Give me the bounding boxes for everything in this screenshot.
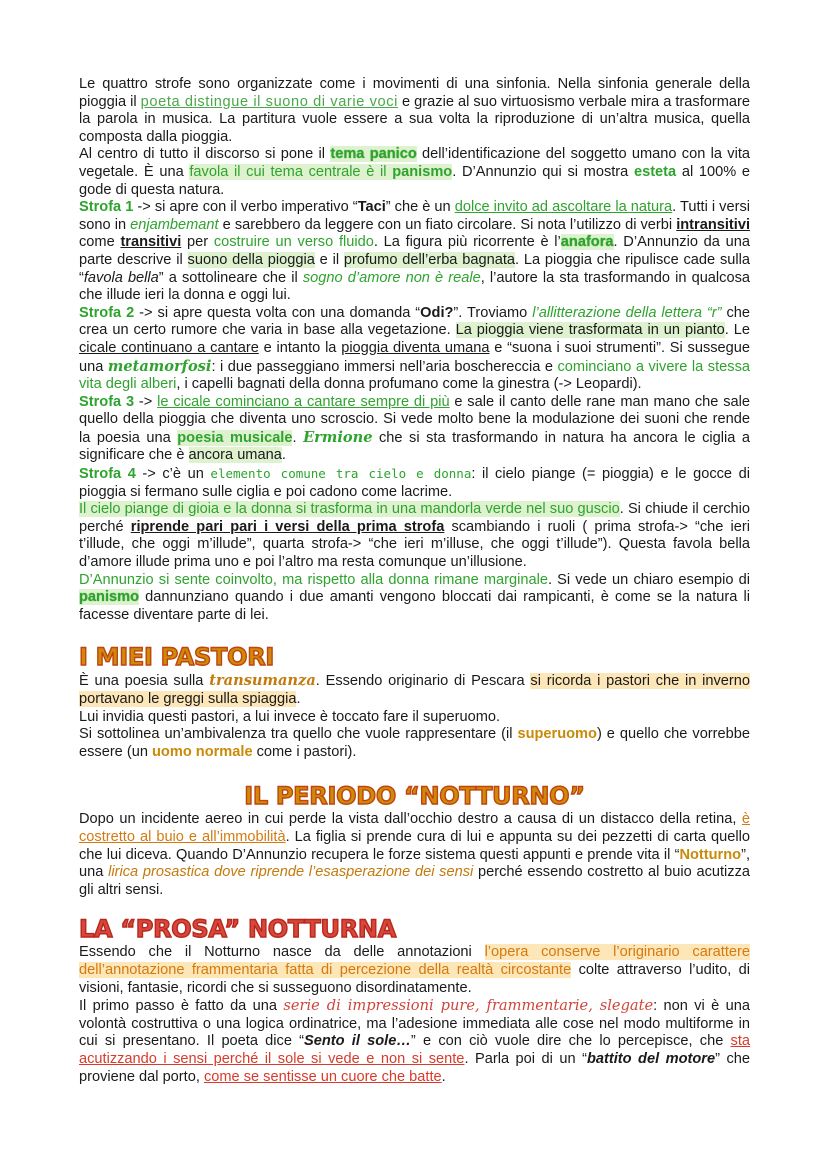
label-strofa-2: Strofa 2 <box>79 304 135 321</box>
paragraph-strofa-1: Strofa 1 -> si apre con il verbo imperativo “Taci” che è un dolce invito ad ascoltare la natura. Tutti i versi sono in enjambemant e sarebbero da leggere con un fiato circolare. Si nota l’utilizzo di verbi intransitivi come transitivi per costruire un verso fluido. La figura più ricorrente è l’anafora. D’Annunzio da una parte descrive il suono della pioggia e il profumo dell’erba bagnata. La pioggia che ripulisce cade sulla “favola bella” a sottolineare che il sogno d’amore non è reale, l’autore la sta trasformando in qualcosa che illude ieri la donna e oggi lui. <box>79 199 751 304</box>
label-strofa-3: Strofa 3 <box>79 393 135 410</box>
label-strofa-4: Strofa 4 <box>79 466 136 483</box>
paragraph-notturno: Dopo un incidente aereo in cui perde la vista dall’occhio destro a causa di un distacco della retina, è costretto al buio e all’immobilità. La figlia si prende cura di lui e appunta su dei pezzetti di carta quello che lui diceva. Quando D’Annunzio recupera le forze sistema questi appunti e prende vita il “Notturno”, una lirica prosastica dove riprende l’esasperazione dei sensi perché essendo costretto al buio acutizza gli altri sensi. <box>79 811 751 898</box>
paragraph-coinvolto: D’Annunzio si sente coinvolto, ma rispetto alla donna rimane marginale. Si vede un chiaro esempio di panismo dannunziano quando i due amanti vengono bloccati dai rampicanti, è come se la natura li facesse diventare parte di lei. <box>79 571 750 623</box>
heading-prosa: LA “PROSA” NOTTURNA <box>79 915 396 944</box>
paragraph-strofa-3: Strofa 3 -> le cicale cominciano a cantare sempre di più e sale il canto delle rane man mano che sale quello della pioggia che diventa uno scroscio. Si vede molto bene la modulazione dei suoni che rende la poesia una poesia musicale. Ermione che si sta trasformando in natura ha ancora le ciglia a significare che è ancora umana. <box>79 393 750 464</box>
paragraph-pastori-1: È una poesia sulla transumanza. Essendo originario di Pescara si ricorda i pastori che in inverno portavano le greggi sulla spiaggia. <box>79 672 751 707</box>
paragraph-prosa-2: Il primo passo è fatto da una serie di impressioni pure, frammentarie, slegate: non vi è una volontà costruttiva o una logica ordinatrice, ma l’adesione immediata alle cose nel modo multiforme in cui si presentano. Il poeta dice “Sento il sole…” e con ciò vuole dire che lo percepisce, che sta acutizzando i sensi perché il sole si vede e non si sente. Parla poi di un “battito del motore” che proviene dal porto, come se sentisse un cuore che batte. <box>79 997 750 1085</box>
paragraph-strofa-4: Strofa 4 -> c’è un elemento comune tra cielo e donna: il cielo piange (= pioggia) e le gocce di pioggia si fermano sulle ciglia e poi cadono come lacrime. <box>79 466 750 500</box>
paragraph-prosa-1: Essendo che il Notturno nasce da delle annotazioni l’opera conserve l’originario carattere dell’annotazione frammentaria fatta di percezione della realtà circostante colte attraverso l’udito, di visioni, fantasie, ricordi che si susseguono disordinatamente. <box>79 944 750 996</box>
heading-pastori: I MIEI PASTORI <box>79 643 275 672</box>
label-strofa-1: Strofa 1 <box>79 199 134 216</box>
paragraph-pastori-2: Lui invidia questi pastori, a lui invece è toccato fare il superuomo. <box>79 708 501 725</box>
paragraph-cielo: Il cielo piange di gioia e la donna si trasforma in una mandorla verde nel suo guscio. Si chiude il cerchio perché riprende pari pari i versi della prima strofa scambiando i ruoli ( prima strofa-> “che ieri t’illude, che oggi m’illude”, quarta strofa-> “che ieri m’illuse, che oggi t’illude”). Questa favola bella d’amore illude prima uno e poi l’altro ma resta comunque un’illusione. <box>79 501 751 571</box>
paragraph-tema-panico: Al centro di tutto il discorso si pone il tema panico dell’identificazione del soggetto umano con la vita vegetale. È una favola il cui tema centrale è il panismo. D’Annunzio qui si mostra esteta al 100% e gode di questa natura. <box>79 146 751 198</box>
paragraph-pastori-3: Si sottolinea un’ambivalenza tra quello che vuole rappresentare (il superuomo) e quello che vorrebbe essere (un uomo normale come i pastori). <box>79 726 750 760</box>
paragraph-sinfonia: Le quattro strofe sono organizzate come i movimenti di una sinfonia. Nella sinfonia generale della pioggia il poeta distingue il suono di varie voci e grazie al suo virtuosismo verbale mira a trasformare la parola in musica. La partitura vuole essere a sua volta la riproduzione di un’altra musica, quella composta dalla pioggia. <box>79 76 750 145</box>
heading-notturno: IL PERIODO “NOTTURNO” <box>244 782 585 811</box>
term-tema-panico: tema panico <box>330 146 417 163</box>
highlight-voci: poeta distingue il suono di varie voci <box>140 93 398 110</box>
term-panismo: panismo <box>392 163 453 180</box>
term-esteta: esteta <box>633 163 677 180</box>
highlight-favola: favola il cui tema centrale è il <box>189 163 393 180</box>
paragraph-strofa-2: Strofa 2 -> si apre questa volta con una domanda “Odi?”. Troviamo l’allitterazione della lettera “r” che crea un certo rumore che varia in base alla vegetazione. La pioggia viene trasformata in un pianto. Le cicale continuano a cantare e intanto la pioggia diventa umana e “suona i suoi strumenti”. Si sussegue una metamorfosi: i due passeggiano immersi nell’aria boschereccia e cominciano a vivere la stessa vita degli alberi, i capelli bagnati della donna profumano come la ginestra (-> Leopardi). <box>79 304 751 393</box>
